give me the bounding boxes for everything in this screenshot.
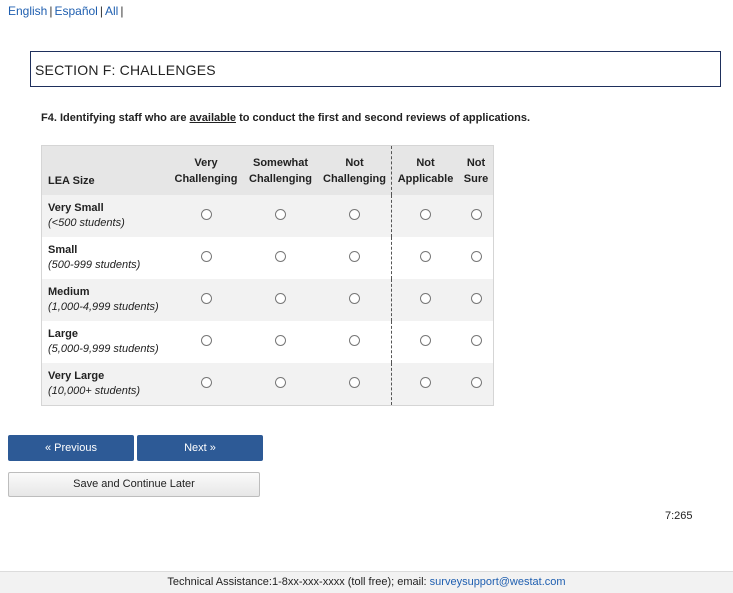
row-label-sub: (<500 students) <box>48 217 125 229</box>
col-header-line2: Sure <box>463 172 489 185</box>
cell <box>318 195 392 237</box>
col-header-not-sure <box>459 146 494 196</box>
separator: | <box>49 4 53 18</box>
grid-header-row <box>42 146 494 196</box>
radio-not-applicable[interactable] <box>420 335 431 346</box>
radio-not-sure[interactable] <box>471 251 482 262</box>
cell <box>243 321 318 363</box>
row-label-main: Very Large <box>48 370 105 382</box>
radio-somewhat-challenging[interactable] <box>275 335 286 346</box>
cell <box>459 279 494 321</box>
col-header-not-applicable <box>392 146 460 196</box>
col-header-line1: Not <box>345 156 364 169</box>
row-label-main: Small <box>48 244 78 256</box>
radio-very-challenging[interactable] <box>201 335 212 346</box>
radio-not-challenging[interactable] <box>349 377 360 388</box>
grid-row-large <box>42 321 494 363</box>
col-header-line2: Challenging <box>249 172 312 185</box>
cell <box>243 237 318 279</box>
cell <box>169 279 243 321</box>
cell <box>243 195 318 237</box>
row-label <box>42 363 170 406</box>
radio-somewhat-challenging[interactable] <box>275 377 286 388</box>
col-header-line1: Not <box>466 156 486 169</box>
radio-not-challenging[interactable] <box>349 251 360 262</box>
row-label-main: Medium <box>48 286 90 298</box>
cell <box>392 279 460 321</box>
radio-not-challenging[interactable] <box>349 293 360 304</box>
cell <box>392 237 460 279</box>
page-code: 7:265 <box>665 510 693 522</box>
col-header-line1: Very <box>194 156 218 169</box>
radio-not-applicable[interactable] <box>420 377 431 388</box>
row-label <box>42 279 170 321</box>
support-email-link[interactable]: surveysupport@westat.com <box>429 576 566 588</box>
cell <box>459 195 494 237</box>
row-label-main: Very Small <box>48 202 104 214</box>
cell <box>459 237 494 279</box>
radio-somewhat-challenging[interactable] <box>275 209 286 220</box>
separator: | <box>120 4 124 18</box>
col-header-line2: Challenging <box>174 172 238 185</box>
cell <box>243 279 318 321</box>
cell <box>318 321 392 363</box>
radio-very-challenging[interactable] <box>201 251 212 262</box>
col-header-line1: Not <box>416 156 435 169</box>
row-label <box>42 321 170 363</box>
col-header-line1: Somewhat <box>252 156 308 169</box>
radio-very-challenging[interactable] <box>201 209 212 220</box>
row-label-sub: (5,000-9,999 students) <box>48 343 159 355</box>
cell <box>318 363 392 406</box>
radio-not-sure[interactable] <box>471 335 482 346</box>
row-label-sub: (10,000+ students) <box>48 385 141 397</box>
cell <box>392 321 460 363</box>
grid-row-very-small <box>42 195 494 237</box>
grid-row-medium <box>42 279 494 321</box>
col-header-very-challenging <box>169 146 243 196</box>
col-header-line2: Applicable <box>397 172 454 185</box>
radio-very-challenging[interactable] <box>201 377 212 388</box>
next-button[interactable]: Next » <box>137 435 263 461</box>
cell <box>169 237 243 279</box>
radio-not-applicable[interactable] <box>420 209 431 220</box>
cell <box>459 363 494 406</box>
grid-row-very-large <box>42 363 494 406</box>
radio-not-sure[interactable] <box>471 293 482 304</box>
lang-english-link[interactable]: English <box>8 4 48 18</box>
question-suffix: to conduct the first and second reviews of applications. <box>236 112 531 124</box>
radio-somewhat-challenging[interactable] <box>275 293 286 304</box>
row-label-sub: (500-999 students) <box>48 259 141 271</box>
cell <box>392 195 460 237</box>
question-text <box>41 112 530 124</box>
lang-espanol-link[interactable]: Español <box>54 4 98 18</box>
cell <box>392 363 460 406</box>
radio-not-challenging[interactable] <box>349 335 360 346</box>
language-bar <box>8 4 125 18</box>
row-label <box>42 195 170 237</box>
row-label-sub: (1,000-4,999 students) <box>48 301 159 313</box>
col-header-not-challenging <box>318 146 392 196</box>
response-grid <box>41 145 494 406</box>
col-header-somewhat-challenging <box>243 146 318 196</box>
radio-not-challenging[interactable] <box>349 209 360 220</box>
radio-very-challenging[interactable] <box>201 293 212 304</box>
footer <box>0 571 733 593</box>
lang-all-link[interactable]: All <box>104 4 119 18</box>
cell <box>243 363 318 406</box>
footer-text: Technical Assistance:1-8xx-xxx-xxxx (toll free); email: <box>167 576 430 588</box>
cell <box>318 237 392 279</box>
cell <box>169 321 243 363</box>
save-continue-later-button[interactable]: Save and Continue Later <box>8 472 260 497</box>
radio-not-applicable[interactable] <box>420 251 431 262</box>
cell <box>169 195 243 237</box>
lea-size-header: LEA Size <box>42 146 170 196</box>
col-header-line2: Challenging <box>323 172 386 185</box>
previous-button[interactable]: « Previous <box>8 435 134 461</box>
question-emphasis: available <box>189 112 237 124</box>
grid-row-small <box>42 237 494 279</box>
section-header <box>30 51 721 87</box>
row-label <box>42 237 170 279</box>
row-label-main: Large <box>48 328 78 340</box>
cell <box>459 321 494 363</box>
question-prefix: F4. Identifying staff who are <box>41 112 190 124</box>
cell <box>169 363 243 406</box>
cell <box>318 279 392 321</box>
separator: | <box>99 4 103 18</box>
radio-somewhat-challenging[interactable] <box>275 251 286 262</box>
radio-not-sure[interactable] <box>471 209 482 220</box>
section-title: SECTION F: CHALLENGES <box>35 62 216 78</box>
radio-not-sure[interactable] <box>471 377 482 388</box>
radio-not-applicable[interactable] <box>420 293 431 304</box>
